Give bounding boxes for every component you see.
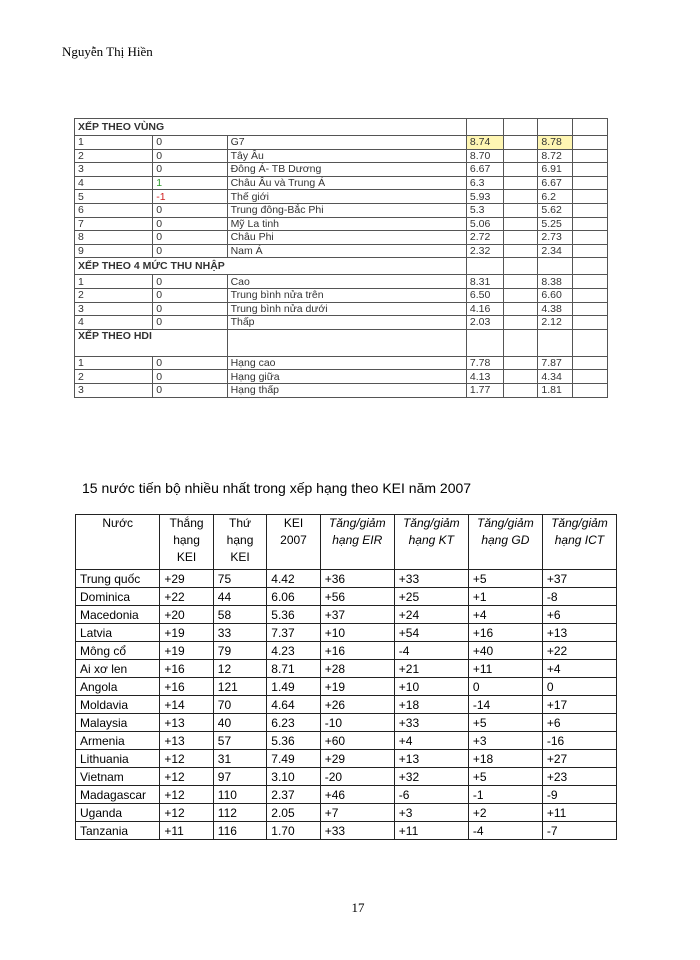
kei-rank-cell: 58 — [213, 606, 266, 624]
empty-cell — [573, 383, 608, 397]
country-cell: Uganda — [76, 804, 160, 822]
kei-rank-cell: 33 — [213, 624, 266, 642]
kei-2007-cell: 2.05 — [267, 804, 320, 822]
country-cell: Angola — [76, 678, 160, 696]
kt-change-cell: +10 — [394, 678, 468, 696]
rank-change-cell: 0 — [153, 149, 227, 163]
kei-2007-cell: 1.70 — [267, 822, 320, 840]
empty-cell — [503, 370, 538, 384]
country-cell: Macedonia — [76, 606, 160, 624]
rank-change-cell: 0 — [153, 356, 227, 370]
table-row — [76, 750, 617, 768]
empty-cell — [503, 356, 538, 370]
rank-gain-cell: +11 — [160, 822, 213, 840]
rank-cell: 6 — [75, 203, 153, 217]
kei-2007-cell: 4.23 — [267, 642, 320, 660]
region-name-cell: Trung đông-Bắc Phi — [227, 203, 466, 217]
rank-change-cell: 0 — [153, 163, 227, 177]
kt-change-cell: -4 — [394, 642, 468, 660]
rank-cell: 4 — [75, 316, 153, 330]
column-header: Tăng/giảm hạng ICT — [542, 515, 616, 570]
kt-change-cell: +25 — [394, 588, 468, 606]
ict-change-cell: +6 — [542, 606, 616, 624]
ict-change-cell: -7 — [542, 822, 616, 840]
section-header-row — [75, 258, 608, 275]
kei-2007-cell: 4.42 — [267, 570, 320, 588]
region-name-cell: Cao — [227, 275, 466, 289]
kei-2007-cell: 8.71 — [267, 660, 320, 678]
table-row — [76, 606, 617, 624]
region-name-cell: Hạng thấp — [227, 383, 466, 397]
kei-value-cell: 8.31 — [466, 275, 503, 289]
kei-rank-cell: 57 — [213, 732, 266, 750]
section-header-row — [75, 119, 608, 136]
empty-cell — [573, 203, 608, 217]
empty-cell — [503, 244, 538, 258]
gd-change-cell: +2 — [468, 804, 542, 822]
kt-change-cell: +3 — [394, 804, 468, 822]
kei-value-cell: 2.72 — [466, 231, 503, 245]
kei-rank-cell: 70 — [213, 696, 266, 714]
eir-change-cell: -20 — [320, 768, 394, 786]
eir-change-cell: +28 — [320, 660, 394, 678]
kei-value-cell: 5.93 — [466, 190, 503, 204]
kei-base-value-cell: 2.34 — [538, 244, 573, 258]
country-cell: Latvia — [76, 624, 160, 642]
kei-base-value-cell: 5.62 — [538, 203, 573, 217]
empty-cell — [573, 190, 608, 204]
kei-base-value-cell: 6.91 — [538, 163, 573, 177]
ict-change-cell: +22 — [542, 642, 616, 660]
kt-change-cell: +54 — [394, 624, 468, 642]
table-row — [75, 149, 608, 163]
table-row — [76, 624, 617, 642]
table-row — [76, 678, 617, 696]
kei-rank-cell: 97 — [213, 768, 266, 786]
kei-rank-cell: 79 — [213, 642, 266, 660]
empty-cell — [573, 356, 608, 370]
empty-cell — [503, 149, 538, 163]
page-number: 17 — [351, 900, 365, 915]
kei-base-value-cell: 7.87 — [538, 356, 573, 370]
empty-cell — [503, 288, 538, 302]
kei-base-value-cell: 8.78 — [538, 136, 573, 150]
ict-change-cell: +6 — [542, 714, 616, 732]
rank-change-cell: 0 — [153, 383, 227, 397]
table-row — [75, 302, 608, 316]
rank-gain-cell: +12 — [160, 768, 213, 786]
empty-cell — [503, 275, 538, 289]
table-row — [75, 231, 608, 245]
table-row — [76, 570, 617, 588]
empty-cell — [503, 203, 538, 217]
empty-cell — [573, 136, 608, 150]
rank-cell: 5 — [75, 190, 153, 204]
ict-change-cell: -8 — [542, 588, 616, 606]
kei-base-value-cell: 6.67 — [538, 176, 573, 190]
eir-change-cell: +46 — [320, 786, 394, 804]
eir-change-cell: +36 — [320, 570, 394, 588]
rank-gain-cell: +12 — [160, 750, 213, 768]
kei-base-value-cell: 5.25 — [538, 217, 573, 231]
empty-cell — [503, 176, 538, 190]
gd-change-cell: +16 — [468, 624, 542, 642]
table-row — [76, 768, 617, 786]
table-row — [76, 696, 617, 714]
empty-cell — [573, 231, 608, 245]
ict-change-cell: +37 — [542, 570, 616, 588]
kei-rank-cell: 31 — [213, 750, 266, 768]
kt-change-cell: +32 — [394, 768, 468, 786]
empty-cell — [573, 258, 608, 275]
country-cell: Armenia — [76, 732, 160, 750]
rank-gain-cell: +29 — [160, 570, 213, 588]
ict-change-cell: 0 — [542, 678, 616, 696]
rank-change-cell: 0 — [153, 370, 227, 384]
kei-value-cell: 5.3 — [466, 203, 503, 217]
gd-change-cell: +11 — [468, 660, 542, 678]
rank-cell: 1 — [75, 356, 153, 370]
empty-cell — [503, 383, 538, 397]
column-header: Thắng hạng KEI — [160, 515, 213, 570]
kei-value-cell: 6.67 — [466, 163, 503, 177]
kt-change-cell: +33 — [394, 714, 468, 732]
kei-rank-cell: 110 — [213, 786, 266, 804]
table-row — [75, 176, 608, 190]
eir-change-cell: +7 — [320, 804, 394, 822]
kei-value-cell: 8.74 — [466, 136, 503, 150]
eir-change-cell: -10 — [320, 714, 394, 732]
kei-value-cell: 2.03 — [466, 316, 503, 330]
empty-cell — [573, 163, 608, 177]
empty-cell — [503, 163, 538, 177]
kei-2007-cell: 5.36 — [267, 732, 320, 750]
kei-value-cell: 8.70 — [466, 149, 503, 163]
region-name-cell: Thấp — [227, 316, 466, 330]
rank-change-cell: 1 — [153, 176, 227, 190]
table-row — [76, 660, 617, 678]
rank-cell: 1 — [75, 275, 153, 289]
region-name-cell: Hạng cao — [227, 356, 466, 370]
kei-2007-cell: 6.06 — [267, 588, 320, 606]
ict-change-cell: +23 — [542, 768, 616, 786]
ict-change-cell: +11 — [542, 804, 616, 822]
region-ranking-table — [74, 118, 608, 398]
column-header: Tăng/giảm hạng GD — [468, 515, 542, 570]
kei-2007-cell: 3.10 — [267, 768, 320, 786]
rank-change-cell: 0 — [153, 244, 227, 258]
kei-value-cell: 6.50 — [466, 288, 503, 302]
table-row — [76, 588, 617, 606]
ict-change-cell: +4 — [542, 660, 616, 678]
eir-change-cell: +19 — [320, 678, 394, 696]
rank-gain-cell: +14 — [160, 696, 213, 714]
region-name-cell: Châu Âu và Trung Á — [227, 176, 466, 190]
table-row — [75, 163, 608, 177]
kei-rank-cell: 12 — [213, 660, 266, 678]
empty-cell — [538, 329, 573, 356]
ict-change-cell: +13 — [542, 624, 616, 642]
kei-rank-cell: 121 — [213, 678, 266, 696]
empty-cell — [466, 329, 503, 356]
table-row — [76, 714, 617, 732]
region-name-cell: Nam Á — [227, 244, 466, 258]
eir-change-cell: +10 — [320, 624, 394, 642]
rank-change-cell: 0 — [153, 203, 227, 217]
kt-change-cell: +18 — [394, 696, 468, 714]
ict-change-cell: -9 — [542, 786, 616, 804]
ict-change-cell: -16 — [542, 732, 616, 750]
empty-cell — [503, 217, 538, 231]
kei-2007-cell: 5.36 — [267, 606, 320, 624]
rank-gain-cell: +12 — [160, 804, 213, 822]
kei-2007-cell: 2.37 — [267, 786, 320, 804]
column-header: Tăng/giảm hạng KT — [394, 515, 468, 570]
empty-cell — [503, 119, 538, 136]
rank-change-cell: 0 — [153, 136, 227, 150]
eir-change-cell: +37 — [320, 606, 394, 624]
rank-cell: 3 — [75, 302, 153, 316]
empty-cell — [538, 119, 573, 136]
region-name-cell: Tây Âu — [227, 149, 466, 163]
empty-cell — [573, 329, 608, 356]
rank-change-cell: 0 — [153, 302, 227, 316]
gd-change-cell: +5 — [468, 714, 542, 732]
section-header: XẾP THEO 4 MỨC THU NHẬP — [75, 258, 467, 275]
region-name-cell: Trung bình nửa dưới — [227, 302, 466, 316]
kei-2007-cell: 1.49 — [267, 678, 320, 696]
empty-cell — [503, 258, 538, 275]
empty-cell — [573, 149, 608, 163]
rank-gain-cell: +13 — [160, 732, 213, 750]
table-row — [75, 370, 608, 384]
kei-value-cell: 6.3 — [466, 176, 503, 190]
country-cell: Trung quốc — [76, 570, 160, 588]
kei-base-value-cell: 6.2 — [538, 190, 573, 204]
table-row — [76, 804, 617, 822]
rank-gain-cell: +19 — [160, 642, 213, 660]
kei-base-value-cell: 4.34 — [538, 370, 573, 384]
empty-cell — [227, 329, 466, 356]
kei-base-value-cell: 2.73 — [538, 231, 573, 245]
kei-value-cell: 7.78 — [466, 356, 503, 370]
ict-change-cell: +27 — [542, 750, 616, 768]
kei-2007-cell: 7.37 — [267, 624, 320, 642]
eir-change-cell: +29 — [320, 750, 394, 768]
rank-cell: 3 — [75, 383, 153, 397]
rank-cell: 3 — [75, 163, 153, 177]
table-row — [75, 275, 608, 289]
rank-change-cell: 0 — [153, 288, 227, 302]
region-name-cell: Thế giới — [227, 190, 466, 204]
empty-cell — [466, 258, 503, 275]
column-header: KEI 2007 — [267, 515, 320, 570]
region-name-cell: G7 — [227, 136, 466, 150]
table-row — [75, 288, 608, 302]
eir-change-cell: +56 — [320, 588, 394, 606]
empty-cell — [573, 370, 608, 384]
column-header: Nước — [76, 515, 160, 570]
empty-cell — [503, 136, 538, 150]
kt-change-cell: +4 — [394, 732, 468, 750]
kei-base-value-cell: 6.60 — [538, 288, 573, 302]
section-header: XẾP THEO VÙNG — [75, 119, 467, 136]
eir-change-cell: +60 — [320, 732, 394, 750]
eir-change-cell: +33 — [320, 822, 394, 840]
rank-gain-cell: +16 — [160, 678, 213, 696]
empty-cell — [573, 217, 608, 231]
rank-cell: 2 — [75, 370, 153, 384]
rank-gain-cell: +16 — [160, 660, 213, 678]
kei-progress-table — [75, 514, 617, 840]
rank-gain-cell: +12 — [160, 786, 213, 804]
gd-change-cell: +5 — [468, 768, 542, 786]
kei-base-value-cell: 8.72 — [538, 149, 573, 163]
gd-change-cell: -1 — [468, 786, 542, 804]
table-row — [76, 732, 617, 750]
kt-change-cell: -6 — [394, 786, 468, 804]
empty-cell — [573, 302, 608, 316]
kt-change-cell: +24 — [394, 606, 468, 624]
kei-2007-cell: 7.49 — [267, 750, 320, 768]
gd-change-cell: +40 — [468, 642, 542, 660]
rank-cell: 4 — [75, 176, 153, 190]
kei-value-cell: 4.13 — [466, 370, 503, 384]
empty-cell — [573, 244, 608, 258]
table-row — [75, 217, 608, 231]
gd-change-cell: +3 — [468, 732, 542, 750]
rank-change-cell: -1 — [153, 190, 227, 204]
table-row — [76, 822, 617, 840]
header-row — [76, 515, 617, 570]
kei-2007-cell: 6.23 — [267, 714, 320, 732]
region-name-cell: Trung bình nửa trên — [227, 288, 466, 302]
rank-cell: 8 — [75, 231, 153, 245]
kt-change-cell: +33 — [394, 570, 468, 588]
rank-gain-cell: +22 — [160, 588, 213, 606]
empty-cell — [573, 176, 608, 190]
rank-gain-cell: +19 — [160, 624, 213, 642]
region-name-cell: Mỹ La tinh — [227, 217, 466, 231]
eir-change-cell: +26 — [320, 696, 394, 714]
kt-change-cell: +21 — [394, 660, 468, 678]
rank-gain-cell: +13 — [160, 714, 213, 732]
gd-change-cell: -14 — [468, 696, 542, 714]
empty-cell — [573, 288, 608, 302]
empty-cell — [503, 329, 538, 356]
rank-gain-cell: +20 — [160, 606, 213, 624]
country-cell: Moldavia — [76, 696, 160, 714]
country-cell: Madagascar — [76, 786, 160, 804]
rank-cell: 2 — [75, 288, 153, 302]
rank-change-cell: 0 — [153, 217, 227, 231]
eir-change-cell: +16 — [320, 642, 394, 660]
table-row — [75, 203, 608, 217]
region-name-cell: Đông Á- TB Dương — [227, 163, 466, 177]
rank-change-cell: 0 — [153, 231, 227, 245]
kei-base-value-cell: 4.38 — [538, 302, 573, 316]
gd-change-cell: 0 — [468, 678, 542, 696]
section-header-row — [75, 329, 608, 356]
kei-base-value-cell: 1.81 — [538, 383, 573, 397]
country-cell: Malaysia — [76, 714, 160, 732]
empty-cell — [573, 119, 608, 136]
country-cell: Dominica — [76, 588, 160, 606]
country-cell: Lithuania — [76, 750, 160, 768]
gd-change-cell: +18 — [468, 750, 542, 768]
empty-cell — [503, 231, 538, 245]
rank-change-cell: 0 — [153, 275, 227, 289]
empty-cell — [466, 119, 503, 136]
table-row — [75, 136, 608, 150]
kt-change-cell: +13 — [394, 750, 468, 768]
table-row — [75, 383, 608, 397]
kei-base-value-cell: 8.38 — [538, 275, 573, 289]
kei-value-cell: 4.16 — [466, 302, 503, 316]
column-header: Thứ hạng KEI — [213, 515, 266, 570]
rank-change-cell: 0 — [153, 316, 227, 330]
gd-change-cell: -4 — [468, 822, 542, 840]
kei-base-value-cell: 2.12 — [538, 316, 573, 330]
country-cell: Mông cổ — [76, 642, 160, 660]
rank-cell: 7 — [75, 217, 153, 231]
kei-value-cell: 2.32 — [466, 244, 503, 258]
country-cell: Ai xơ len — [76, 660, 160, 678]
empty-cell — [503, 190, 538, 204]
section-header: XẾP THEO HDI — [75, 329, 228, 356]
region-name-cell: Châu Phi — [227, 231, 466, 245]
table-row — [76, 642, 617, 660]
empty-cell — [573, 316, 608, 330]
column-header: Tăng/giảm hạng EIR — [320, 515, 394, 570]
author-name: Nguyễn Thị Hiền — [62, 44, 153, 59]
kei-rank-cell: 112 — [213, 804, 266, 822]
country-cell: Tanzania — [76, 822, 160, 840]
rank-cell: 2 — [75, 149, 153, 163]
kei-rank-cell: 75 — [213, 570, 266, 588]
table-row — [75, 244, 608, 258]
ict-change-cell: +17 — [542, 696, 616, 714]
region-name-cell: Hạng giữa — [227, 370, 466, 384]
table-row — [76, 786, 617, 804]
rank-cell: 9 — [75, 244, 153, 258]
kei-rank-cell: 40 — [213, 714, 266, 732]
table-row — [75, 356, 608, 370]
kei-2007-cell: 4.64 — [267, 696, 320, 714]
kei-value-cell: 5.06 — [466, 217, 503, 231]
kei-value-cell: 1.77 — [466, 383, 503, 397]
kei-rank-cell: 44 — [213, 588, 266, 606]
kei-rank-cell: 116 — [213, 822, 266, 840]
empty-cell — [503, 302, 538, 316]
kei-table-caption: 15 nước tiến bộ nhiều nhất trong xếp hạng theo KEI năm 2007 — [82, 480, 472, 496]
gd-change-cell: +4 — [468, 606, 542, 624]
table-row — [75, 316, 608, 330]
rank-cell: 1 — [75, 136, 153, 150]
gd-change-cell: +5 — [468, 570, 542, 588]
empty-cell — [538, 258, 573, 275]
kt-change-cell: +11 — [394, 822, 468, 840]
gd-change-cell: +1 — [468, 588, 542, 606]
country-cell: Vietnam — [76, 768, 160, 786]
empty-cell — [573, 275, 608, 289]
empty-cell — [503, 316, 538, 330]
table-row — [75, 190, 608, 204]
